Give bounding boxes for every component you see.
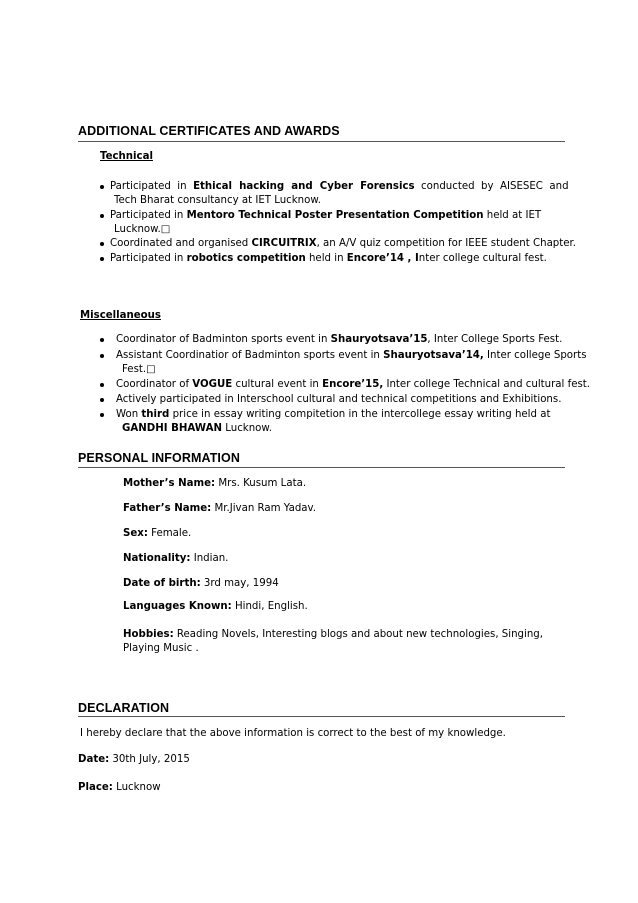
date-value: 30th July, 2015 xyxy=(109,754,190,765)
field-value: Mr.Jivan Ram Yadav. xyxy=(211,503,317,514)
bullet-icon xyxy=(100,383,104,387)
personal-field xyxy=(123,527,191,542)
list-item-line xyxy=(122,422,272,437)
text-run: held at IET xyxy=(483,210,542,221)
list-item-line xyxy=(116,333,562,348)
text-run: nter college cultural fest. xyxy=(418,253,547,264)
field-value: Reading Novels, Interesting blogs and about new technologies, Singing, xyxy=(173,629,544,640)
bullet-icon xyxy=(100,338,104,342)
subsection-title-misc: Miscellaneous xyxy=(80,310,161,321)
bullet-icon xyxy=(100,214,104,218)
personal-field xyxy=(123,628,543,643)
emphasis-text: Encore’15, xyxy=(322,379,384,390)
section-divider xyxy=(78,467,565,468)
text-run: conducted by AISESEC and xyxy=(414,181,569,192)
field-label: Nationality: xyxy=(123,553,191,564)
field-value: Hindi, English. xyxy=(231,601,308,612)
emphasis-text: Shauryotsava’14, xyxy=(383,350,484,361)
field-label: Date of birth: xyxy=(123,578,201,589)
section-divider xyxy=(78,141,565,142)
list-item-line xyxy=(116,408,550,423)
text-run: , Inter College Sports Fest. xyxy=(427,334,563,345)
declaration-place xyxy=(78,781,161,796)
field-value: Mrs. Kusum Lata. xyxy=(215,478,307,489)
text-run: Participated in xyxy=(110,181,194,192)
emphasis-text: Encore’14 , I xyxy=(346,253,419,264)
bullet-icon xyxy=(100,257,104,261)
personal-field xyxy=(123,577,279,592)
emphasis-text: CIRCUITRIX xyxy=(251,238,317,249)
field-label: Father’s Name: xyxy=(123,503,212,514)
list-item-line xyxy=(114,194,321,209)
subsection-title-technical: Technical xyxy=(100,151,153,162)
declaration-date xyxy=(78,753,190,768)
text-run: Fest.□ xyxy=(122,364,156,375)
text-run: price in essay writing compitetion in the intercollege essay writing held at xyxy=(169,409,551,420)
list-item-line xyxy=(110,180,569,195)
text-run: Tech Bharat consultancy at IET Lucknow. xyxy=(114,195,322,206)
text-run: Lucknow.□ xyxy=(114,224,171,235)
date-label: Date: xyxy=(78,754,110,765)
text-run: Participated in xyxy=(110,210,187,221)
place-label: Place: xyxy=(78,782,113,793)
list-item-line xyxy=(116,378,590,393)
field-value: Female. xyxy=(147,528,192,539)
list-item-line xyxy=(110,209,541,224)
text-run: Lucknow. xyxy=(222,423,273,434)
emphasis-text: robotics competition xyxy=(186,253,306,264)
bullet-icon xyxy=(100,413,104,417)
emphasis-text: VOGUE xyxy=(192,379,233,390)
place-value: Lucknow xyxy=(112,782,161,793)
text-run: Inter college Technical and cultural fest. xyxy=(383,379,591,390)
field-label: Mother’s Name: xyxy=(123,478,216,489)
section-heading-personal: PERSONAL INFORMATION xyxy=(78,451,240,465)
section-heading-additional: ADDITIONAL CERTIFICATES AND AWARDS xyxy=(78,124,340,138)
text-run: Coordinator of Badminton sports event in xyxy=(116,334,331,345)
field-value: 3rd may, 1994 xyxy=(200,578,279,589)
field-label: Languages Known: xyxy=(123,601,232,612)
personal-field xyxy=(123,502,316,517)
text-run: Won xyxy=(116,409,142,420)
text-run: Coordinated and organised xyxy=(110,238,252,249)
declaration-statement: I hereby declare that the above information is correct to the best of my knowledge. xyxy=(80,728,506,739)
text-run: Inter college Sports xyxy=(483,350,587,361)
text-run: Assistant Coordinatior of Badminton sports event in xyxy=(116,350,384,361)
list-item-line xyxy=(110,237,576,252)
field-label: Hobbies: xyxy=(123,629,174,640)
text-run: cultural event in xyxy=(232,379,323,390)
section-divider xyxy=(78,716,565,717)
text-run: Actively participated in Interschool cultural and technical competitions and Exhibitions. xyxy=(116,394,562,405)
field-label: Sex: xyxy=(123,528,148,539)
emphasis-text: GANDHI BHAWAN xyxy=(122,423,222,434)
text-run: held in xyxy=(305,253,347,264)
personal-field xyxy=(123,552,228,567)
text-run: Coordinator of xyxy=(116,379,193,390)
section-heading-declaration: DECLARATION xyxy=(78,701,170,715)
list-item-line xyxy=(122,363,156,378)
personal-field xyxy=(123,477,306,492)
bullet-icon xyxy=(100,354,104,358)
personal-field xyxy=(123,600,308,615)
list-item-line xyxy=(114,223,170,238)
bullet-icon xyxy=(100,242,104,246)
emphasis-text: Mentoro Technical Poster Presentation Competition xyxy=(186,210,484,221)
emphasis-text: Ethical hacking and Cyber Forensics xyxy=(193,181,415,192)
bullet-icon xyxy=(100,185,104,189)
emphasis-text: third xyxy=(141,409,170,420)
field-value-continued: Playing Music . xyxy=(123,643,199,654)
field-value: Indian. xyxy=(190,553,229,564)
text-run: Participated in xyxy=(110,253,187,264)
bullet-icon xyxy=(100,398,104,402)
list-item-line xyxy=(116,349,587,364)
text-run: , an A/V quiz competition for IEEE student Chapter. xyxy=(316,238,577,249)
list-item-line xyxy=(110,252,547,267)
list-item-line xyxy=(116,393,561,408)
emphasis-text: Shauryotsava’15 xyxy=(330,334,428,345)
